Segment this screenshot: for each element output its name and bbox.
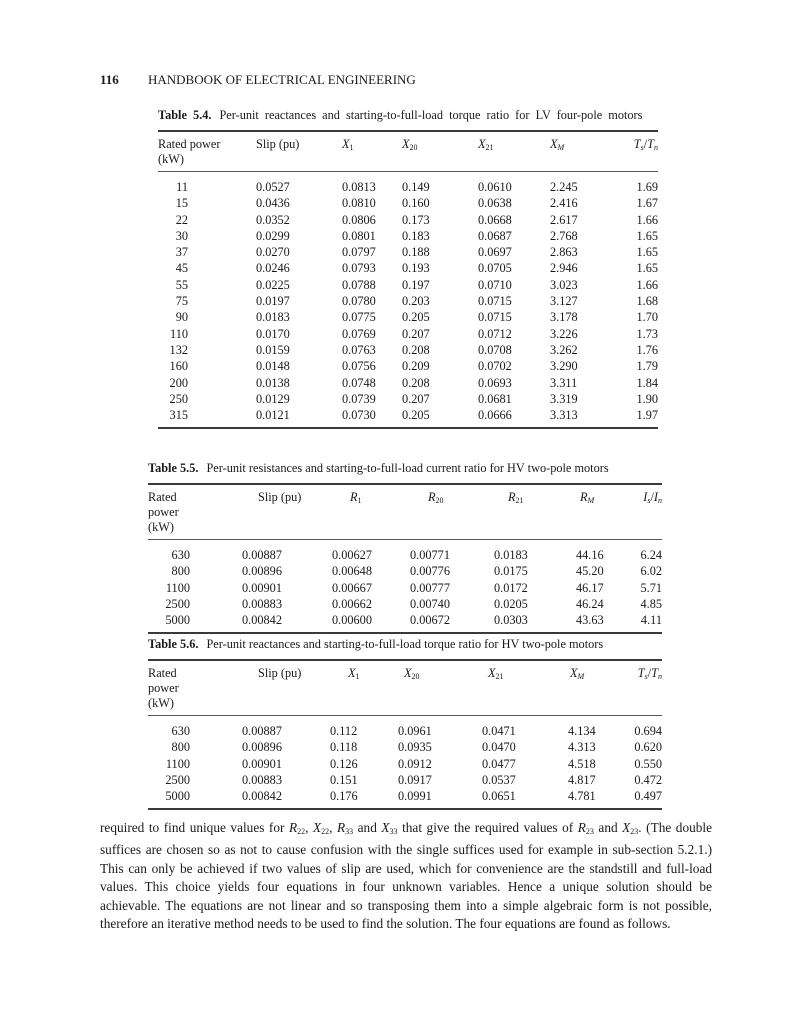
table-cell: 4.781 [568, 789, 596, 804]
table-cell: 43.63 [576, 613, 604, 628]
table-cell: 11 [176, 180, 188, 194]
table-row [158, 309, 658, 325]
table-cell: 0.183 [402, 228, 430, 243]
table-cell: 22 [175, 212, 188, 227]
table-cell: 0.0610 [478, 180, 512, 194]
table-cell: 0.0183 [494, 548, 528, 562]
table-cell: 3.178 [550, 310, 578, 325]
table-cell: 0.0129 [256, 391, 290, 406]
table-cell: 45 [175, 261, 188, 276]
table-cell: 0.0681 [478, 391, 512, 406]
table-cell: 3.290 [550, 359, 578, 374]
table-cell: 0.0299 [256, 228, 290, 243]
table-row [148, 772, 662, 788]
table-row [158, 260, 658, 276]
table-row [158, 212, 658, 228]
table-5-4 [158, 107, 658, 429]
table-row [148, 612, 662, 633]
table-row [158, 172, 658, 196]
table-cell: 0.497 [634, 789, 662, 804]
table-header [158, 131, 658, 172]
table-cell: 2500 [165, 772, 190, 787]
table-cell: 4.817 [568, 772, 596, 787]
table-cell: 0.176 [330, 789, 358, 804]
table-cell: 3.127 [550, 294, 578, 309]
table-cell: 1100 [165, 580, 190, 595]
table-label: Table 5.4. [158, 108, 212, 122]
table-cell: 0.0436 [256, 196, 290, 211]
table-cell: 0.0769 [342, 326, 376, 341]
table-cell: 0.0712 [478, 326, 512, 341]
table-cell: 3.313 [550, 408, 578, 423]
table-cell: 6.24 [640, 548, 662, 562]
table-cell: 0.0801 [342, 228, 376, 243]
table-cell: 0.203 [402, 294, 430, 309]
table-cell: 0.0788 [342, 277, 376, 292]
col-rated-power: Rated power (kW) [148, 490, 179, 534]
table-cell: 1.66 [636, 212, 658, 227]
table-cell: 0.0527 [256, 180, 290, 194]
table-cell: 0.0793 [342, 261, 376, 276]
table-cell: 0.0797 [342, 245, 376, 260]
table-cell: 1.73 [636, 326, 658, 341]
table-cell: 0.0917 [398, 772, 432, 787]
table-cell: 1.97 [636, 408, 658, 423]
table-cell: 1.66 [636, 277, 658, 292]
table-cell: 0.0668 [478, 212, 512, 227]
table-cell: 2.946 [550, 261, 578, 276]
table-cell: 0.0477 [482, 756, 516, 771]
table-cell: 0.0303 [494, 613, 528, 628]
table-cell: 0.0756 [342, 359, 376, 374]
table-cell: 0.0470 [482, 740, 516, 755]
data-table [148, 659, 662, 810]
table-cell: 0.00600 [332, 613, 372, 628]
table-cell: 0.00896 [242, 564, 282, 579]
table-cell: 0.0225 [256, 277, 290, 292]
table-cell: 0.0159 [256, 342, 290, 357]
table-cell: 0.126 [330, 756, 358, 771]
table-cell: 2.863 [550, 245, 578, 260]
table-cell: 0.0780 [342, 294, 376, 309]
col-rated-power: Rated power (kW) [158, 137, 221, 166]
table-cell: 0.0693 [478, 375, 512, 390]
page-number: 116 [100, 72, 119, 87]
table-cell: 0.694 [634, 724, 662, 738]
table-cell: 0.0748 [342, 375, 376, 390]
table-cell: 45.20 [576, 564, 604, 579]
table-body [148, 716, 662, 810]
table-cell: 1.65 [636, 261, 658, 276]
table-label: Table 5.6. [148, 637, 199, 651]
table-cell: 90 [175, 310, 188, 325]
table-cell: 37 [175, 245, 188, 260]
table-cell: 0.00776 [410, 564, 450, 579]
table-cell: 0.112 [330, 724, 358, 738]
table-cell: 0.0697 [478, 245, 512, 260]
table-row [148, 563, 662, 579]
table-cell: 2500 [165, 596, 190, 611]
table-cell: 6.02 [640, 564, 662, 579]
table-cell: 0.472 [634, 772, 662, 787]
table-row [158, 375, 658, 391]
table-cell: 0.00771 [410, 548, 450, 562]
table-cell: 0.197 [402, 277, 430, 292]
table-cell: 0.0172 [494, 580, 528, 595]
table-cell: 0.0702 [478, 359, 512, 374]
table-cell: 0.0205 [494, 596, 528, 611]
table-cell: 0.0666 [478, 408, 512, 423]
table-cell: 55 [175, 277, 188, 292]
table-cell: 0.0935 [398, 740, 432, 755]
table-cell: 2.617 [550, 212, 578, 227]
table-cell: 2.416 [550, 196, 578, 211]
table-cell: 0.00672 [410, 613, 450, 628]
table-cell: 0.0246 [256, 261, 290, 276]
table-cell: 0.0710 [478, 277, 512, 292]
col-ts-tn: $T_s/T_n$ [633, 137, 658, 152]
table-row [158, 228, 658, 244]
table-cell: 250 [169, 391, 188, 406]
book-title: HANDBOOK OF ELECTRICAL ENGINEERING [148, 72, 416, 87]
table-cell: 30 [175, 228, 188, 243]
table-cell: 0.0170 [256, 326, 290, 341]
table-cell: 0.160 [402, 196, 430, 211]
table-body [148, 540, 662, 634]
table-cell: 0.00883 [242, 772, 282, 787]
table-cell: 160 [169, 359, 188, 374]
table-cell: 2.768 [550, 228, 578, 243]
data-table [148, 483, 662, 634]
table-cell: 1.69 [636, 180, 658, 194]
table-row [158, 342, 658, 358]
table-row [148, 716, 662, 740]
table-row [158, 326, 658, 342]
table-cell: 3.319 [550, 391, 578, 406]
table-cell: 0.0715 [478, 294, 512, 309]
table-cell: 0.0471 [482, 724, 516, 738]
table-cell: 0.173 [402, 212, 430, 227]
col-x21: $X_{21}$ [488, 666, 504, 681]
col-x20: $X_{20}$ [404, 666, 420, 681]
table-cell: 0.0197 [256, 294, 290, 309]
table-caption-text: Per-unit reactances and starting-to-full-load torque ratio for LV four-pole motors [219, 108, 643, 122]
table-row [158, 391, 658, 407]
col-is-in: $I_s/I_n$ [643, 490, 662, 505]
table-cell: 0.0638 [478, 196, 512, 211]
table-cell: 46.24 [576, 596, 604, 611]
col-rated-power: Rated power (kW) [148, 666, 179, 710]
col-x21: $X_{21}$ [478, 137, 494, 152]
table-cell: 0.0912 [398, 756, 432, 771]
table-cell: 0.0175 [494, 564, 528, 579]
table-cell: 0.0775 [342, 310, 376, 325]
table-cell: 0.0763 [342, 342, 376, 357]
table-cell: 0.00627 [332, 548, 372, 562]
table-cell: 0.0651 [482, 789, 516, 804]
table-cell: 200 [169, 375, 188, 390]
table-cell: 0.0183 [256, 310, 290, 325]
table-cell: 75 [175, 294, 188, 309]
table-cell: 110 [170, 326, 188, 341]
table-cell: 0.00842 [242, 613, 282, 628]
table-cell: 0.00842 [242, 789, 282, 804]
col-slip: Slip (pu) [258, 490, 302, 504]
table-cell: 0.118 [330, 740, 358, 755]
table-cell: 0.00901 [242, 756, 282, 771]
table-cell: 630 [171, 548, 190, 562]
table-5-6 [148, 636, 662, 810]
table-cell: 4.518 [568, 756, 596, 771]
table-row [148, 739, 662, 755]
table-row [148, 540, 662, 564]
table-cell: 0.208 [402, 342, 430, 357]
table-cell: 0.620 [634, 740, 662, 755]
table-cell: 1.68 [636, 294, 658, 309]
table-caption-text: Per-unit reactances and starting-to-full-load torque ratio for HV two-pole motors [206, 637, 604, 651]
table-cell: 0.00887 [242, 548, 282, 562]
col-r20: $R_{20}$ [428, 490, 444, 505]
table-cell: 15 [175, 196, 188, 211]
table-cell: 132 [169, 342, 188, 357]
table-cell: 0.0810 [342, 196, 376, 211]
table-cell: 46.17 [576, 580, 604, 595]
table-cell: 2.245 [550, 180, 578, 194]
table-cell: 800 [171, 564, 190, 579]
table-cell: 4.313 [568, 740, 596, 755]
table-cell: 0.0739 [342, 391, 376, 406]
table-cell: 0.0705 [478, 261, 512, 276]
table-cell: 1.84 [636, 375, 658, 390]
col-r21: $R_{21}$ [508, 490, 524, 505]
body-paragraph: required to find unique values for $R_{22}$, $X_{22}$, $R_{33}$ and $X_{33}$ that give the required values of $R_{23}$ and $X_{23}$. (The double suffices are chosen so as not to cause confusion with the single suffices used for example in sub-section 5.2.1.) This can only be achieved if two values of slip are used, which for convenience are the standstill and full-load values. This choice yields four equations in four unknown variables. Hence a unique solution should be achievable. The equations are not linear and so transposing them into a simple algebraic form is not possible, therefore an iterative method needs to be used to find the solution. The four equations are found as follows. [100, 820, 712, 932]
table-cell: 44.16 [576, 548, 604, 562]
table-cell: 0.207 [402, 391, 430, 406]
col-xm: $X_M$ [570, 666, 585, 681]
table-row [158, 244, 658, 260]
table-cell: 1.70 [636, 310, 658, 325]
table-cell: 0.00648 [332, 564, 372, 579]
table-cell: 0.0138 [256, 375, 290, 390]
table-cell: 0.149 [402, 180, 430, 194]
table-caption [148, 636, 662, 653]
table-row [158, 407, 658, 428]
table-cell: 0.0121 [256, 408, 290, 423]
table-row [148, 580, 662, 596]
table-cell: 0.00883 [242, 596, 282, 611]
table-cell: 4.85 [640, 596, 662, 611]
table-cell: 0.188 [402, 245, 430, 260]
table-cell: 0.00777 [410, 580, 450, 595]
table-cell: 0.0730 [342, 408, 376, 423]
table-body [158, 172, 658, 429]
table-cell: 1.90 [636, 391, 658, 406]
table-cell: 3.023 [550, 277, 578, 292]
table-cell: 0.0813 [342, 180, 376, 194]
table-cell: 0.0537 [482, 772, 516, 787]
table-caption [158, 107, 658, 124]
table-cell: 0.205 [402, 310, 430, 325]
table-cell: 1100 [165, 756, 190, 771]
table-cell: 0.151 [330, 772, 358, 787]
col-rm: $R_M$ [580, 490, 595, 505]
table-cell: 3.226 [550, 326, 578, 341]
table-cell: 1.79 [636, 359, 658, 374]
table-header [148, 484, 662, 540]
table-row [158, 277, 658, 293]
col-x1: $X_1$ [342, 137, 354, 152]
table-cell: 0.0687 [478, 228, 512, 243]
table-row [158, 195, 658, 211]
data-table [158, 130, 658, 429]
table-cell: 0.0352 [256, 212, 290, 227]
table-cell: 5000 [165, 789, 190, 804]
table-header [148, 660, 662, 716]
table-cell: 0.00662 [332, 596, 372, 611]
table-cell: 0.00667 [332, 580, 372, 595]
table-cell: 0.207 [402, 326, 430, 341]
table-row [158, 358, 658, 374]
table-row [148, 756, 662, 772]
table-5-5 [148, 460, 662, 634]
col-x1: $X_1$ [348, 666, 360, 681]
table-cell: 0.0708 [478, 342, 512, 357]
col-x20: $X_{20}$ [402, 137, 418, 152]
table-cell: 0.0148 [256, 359, 290, 374]
table-cell: 0.550 [634, 756, 662, 771]
table-label: Table 5.5. [148, 461, 199, 475]
col-slip: Slip (pu) [258, 666, 302, 680]
table-cell: 1.65 [636, 228, 658, 243]
table-cell: 0.0270 [256, 245, 290, 260]
table-cell: 630 [171, 724, 190, 738]
table-cell: 0.0961 [398, 724, 432, 738]
table-cell: 3.262 [550, 342, 578, 357]
table-caption-text: Per-unit resistances and starting-to-full-load current ratio for HV two-pole motors [206, 461, 609, 475]
table-cell: 0.209 [402, 359, 430, 374]
table-cell: 0.0991 [398, 789, 432, 804]
table-row [148, 788, 662, 809]
table-cell: 0.00896 [242, 740, 282, 755]
col-r1: $R_1$ [350, 490, 362, 505]
table-cell: 1.76 [636, 342, 658, 357]
table-cell: 0.193 [402, 261, 430, 276]
table-cell: 0.00901 [242, 580, 282, 595]
table-row [158, 293, 658, 309]
col-ts-tn: $T_s/T_n$ [637, 666, 662, 681]
table-cell: 1.67 [636, 196, 658, 211]
table-cell: 1.65 [636, 245, 658, 260]
col-slip: Slip (pu) [256, 137, 300, 151]
table-cell: 0.0806 [342, 212, 376, 227]
table-cell: 0.00887 [242, 724, 282, 738]
table-cell: 5000 [165, 613, 190, 628]
table-cell: 315 [169, 408, 188, 423]
table-cell: 4.134 [568, 724, 596, 738]
table-caption [148, 460, 662, 477]
table-cell: 0.00740 [410, 596, 450, 611]
table-cell: 0.0715 [478, 310, 512, 325]
col-xm: $X_M$ [550, 137, 565, 152]
table-cell: 0.208 [402, 375, 430, 390]
running-head [100, 72, 416, 88]
table-row [148, 596, 662, 612]
table-cell: 800 [171, 740, 190, 755]
table-cell: 0.205 [402, 408, 430, 423]
table-cell: 5.71 [640, 580, 662, 595]
table-cell: 4.11 [640, 613, 662, 628]
table-cell: 3.311 [550, 375, 578, 390]
